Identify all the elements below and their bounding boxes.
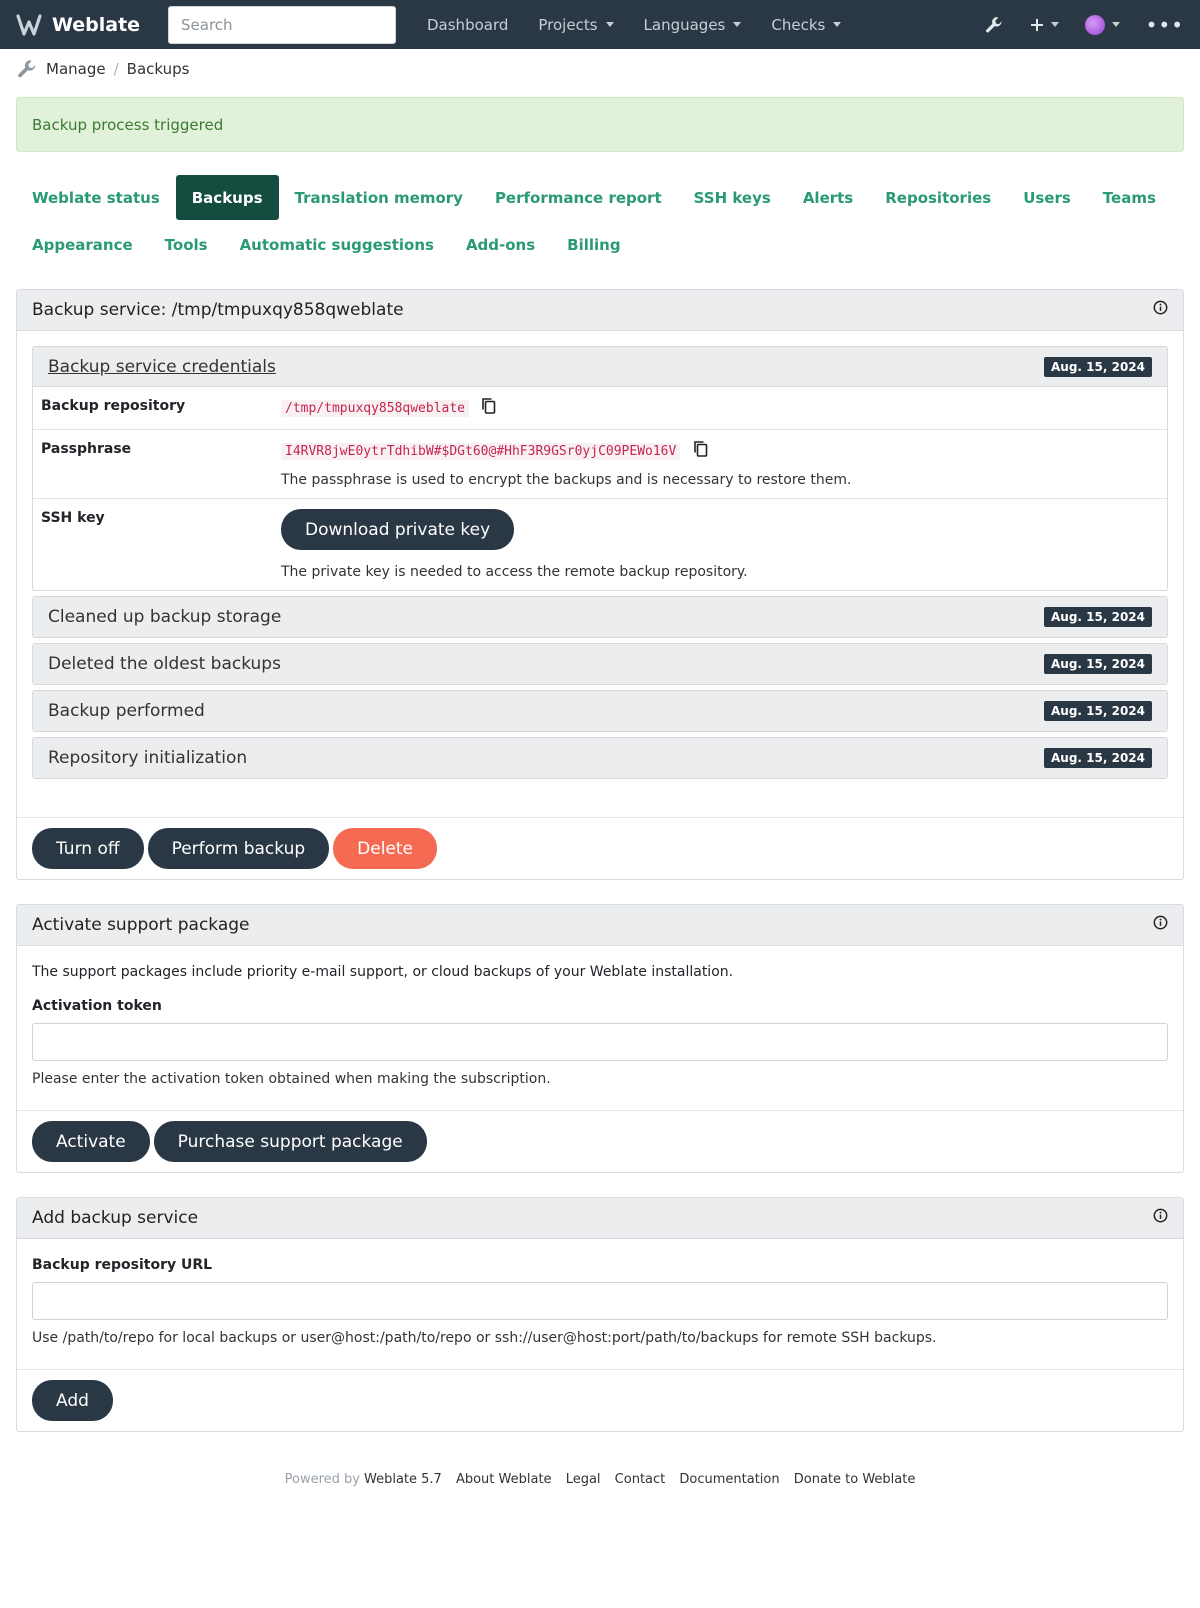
- footer-donate-link[interactable]: Donate to Weblate: [793, 1472, 916, 1487]
- footer-contact-link[interactable]: Contact: [614, 1472, 666, 1487]
- copy-icon[interactable]: [481, 397, 497, 419]
- log-cleaned-up[interactable]: [32, 596, 1168, 638]
- panel-header: [17, 290, 1183, 331]
- powered-by-text: Powered by: [284, 1472, 360, 1487]
- date-badge: Aug. 15, 2024: [1044, 607, 1152, 627]
- footer-legal-link[interactable]: Legal: [565, 1472, 601, 1487]
- main-nav: [412, 16, 856, 34]
- success-alert: [16, 97, 1184, 152]
- wrench-icon: [984, 15, 1004, 35]
- panel-header: [17, 1198, 1183, 1239]
- turn-off-button[interactable]: Turn off: [32, 828, 144, 869]
- info-icon[interactable]: [1153, 915, 1168, 935]
- support-title: Activate support package: [32, 915, 250, 935]
- activation-token-help: Please enter the activation token obtained when making the subscription.: [32, 1071, 551, 1087]
- nav-right: [984, 12, 1184, 37]
- footer-documentation-link[interactable]: Documentation: [679, 1472, 780, 1487]
- tab-translation-memory[interactable]: Translation memory: [294, 188, 463, 207]
- log-title: Deleted the oldest backups: [48, 654, 281, 674]
- passphrase-label: Passphrase: [41, 441, 132, 457]
- tab-repositories[interactable]: Repositories: [885, 188, 992, 207]
- nav-checks[interactable]: [756, 16, 856, 34]
- passphrase-row: [33, 430, 1167, 499]
- nav-projects[interactable]: [523, 16, 628, 34]
- repository-url-help: Use /path/to/repo for local backups or user@host:/path/to/repo or ssh://user@host:port/path/to/backups for remote SSH backups.: [32, 1330, 937, 1346]
- download-private-key-button[interactable]: Download private key: [281, 509, 514, 550]
- more-menu-button[interactable]: [1145, 12, 1184, 37]
- add-backup-service-panel: [16, 1197, 1184, 1432]
- activation-token-label: Activation token: [32, 998, 162, 1014]
- info-icon[interactable]: [1153, 300, 1168, 320]
- breadcrumb-current: Backups: [126, 60, 190, 78]
- manage-button[interactable]: [984, 15, 1004, 35]
- breadcrumb-manage[interactable]: Manage: [46, 60, 106, 78]
- footer-version-link[interactable]: Weblate 5.7: [363, 1472, 442, 1487]
- log-title: Repository initialization: [48, 748, 248, 768]
- add-backup-actions: [17, 1369, 1183, 1431]
- brand-name: Weblate: [52, 13, 141, 36]
- footer-about-link[interactable]: About Weblate: [455, 1472, 552, 1487]
- tab-automatic-suggestions[interactable]: Automatic suggestions: [239, 235, 434, 254]
- passphrase-help: The passphrase is used to encrypt the backups and is necessary to restore them.: [281, 472, 852, 488]
- log-title: Backup performed: [48, 701, 205, 721]
- search-input[interactable]: [168, 6, 396, 44]
- caret-down-icon: [833, 22, 841, 27]
- support-description: The support packages include priority e-mail support, or cloud backups of your Weblate installation.: [32, 964, 734, 980]
- log-backup-performed[interactable]: [32, 690, 1168, 732]
- panel-header: [17, 905, 1183, 946]
- tab-performance-report[interactable]: Performance report: [494, 188, 662, 207]
- tab-ssh-keys[interactable]: SSH keys: [693, 188, 771, 207]
- nav-dashboard-label: Dashboard: [427, 15, 509, 34]
- add-menu-button[interactable]: [1030, 18, 1059, 32]
- support-actions: [17, 1110, 1183, 1172]
- copy-icon[interactable]: [693, 440, 709, 462]
- backup-service-panel: [16, 289, 1184, 880]
- delete-button[interactable]: Delete: [333, 828, 437, 869]
- credentials-box: [32, 346, 1168, 591]
- footer: [0, 1472, 1200, 1487]
- log-repository-init[interactable]: [32, 737, 1168, 779]
- info-icon[interactable]: [1153, 1208, 1168, 1228]
- more-dots-icon: •••: [1145, 12, 1184, 37]
- manage-tabs: [0, 175, 1200, 267]
- user-menu-button[interactable]: [1085, 15, 1120, 35]
- top-navbar: [0, 0, 1200, 49]
- tab-billing[interactable]: Billing: [567, 235, 621, 254]
- weblate-logo-icon: [16, 14, 42, 36]
- nav-dashboard[interactable]: [412, 16, 523, 34]
- credentials-title[interactable]: Backup service credentials: [48, 356, 276, 377]
- credentials-header: [33, 347, 1167, 387]
- breadcrumb-separator: /: [113, 60, 119, 78]
- tab-alerts[interactable]: Alerts: [802, 188, 854, 207]
- tab-users[interactable]: Users: [1023, 188, 1071, 207]
- purchase-support-button[interactable]: Purchase support package: [154, 1121, 427, 1162]
- nav-projects-label: Projects: [538, 15, 598, 34]
- tab-appearance[interactable]: Appearance: [32, 235, 133, 254]
- tab-backups[interactable]: Backups: [176, 175, 279, 220]
- ssh-key-row: [33, 499, 1167, 590]
- caret-down-icon: [733, 22, 741, 27]
- ssh-key-help: The private key is needed to access the remote backup repository.: [281, 564, 748, 580]
- log-deleted-oldest[interactable]: [32, 643, 1168, 685]
- caret-down-icon: [606, 22, 614, 27]
- add-backup-title: Add backup service: [32, 1208, 199, 1228]
- ssh-key-label: SSH key: [41, 510, 105, 526]
- tab-teams[interactable]: Teams: [1102, 188, 1156, 207]
- date-badge: Aug. 15, 2024: [1044, 654, 1152, 674]
- repository-url-input[interactable]: [32, 1282, 1168, 1320]
- date-badge: Aug. 15, 2024: [1044, 357, 1152, 377]
- support-package-panel: [16, 904, 1184, 1173]
- breadcrumb: [0, 49, 1200, 89]
- activate-button[interactable]: Activate: [32, 1121, 150, 1162]
- nav-checks-label: Checks: [771, 15, 826, 34]
- passphrase-value: I4RVR8jwE0ytrTdhibW#$DGt60@#HhF3R9GSr0yjC09PEWo16V: [281, 443, 680, 460]
- backup-actions: [17, 817, 1183, 879]
- tab-add-ons[interactable]: Add-ons: [465, 235, 536, 254]
- repository-url-label: Backup repository URL: [32, 1257, 213, 1273]
- repository-label: Backup repository: [41, 398, 186, 414]
- alert-text: Backup process triggered: [32, 115, 224, 134]
- tab-tools[interactable]: Tools: [164, 235, 208, 254]
- perform-backup-button[interactable]: Perform backup: [148, 828, 330, 869]
- activation-token-input[interactable]: [32, 1023, 1168, 1061]
- wrench-icon: [16, 58, 38, 80]
- repository-row: [33, 387, 1167, 430]
- add-button[interactable]: Add: [32, 1380, 113, 1421]
- log-title: Cleaned up backup storage: [48, 607, 282, 627]
- date-badge: Aug. 15, 2024: [1044, 748, 1152, 768]
- backup-service-title: Backup service: /tmp/tmpuxqy858qweblate: [32, 300, 404, 320]
- caret-down-icon: [1051, 22, 1059, 27]
- plus-icon: [1030, 18, 1044, 32]
- repository-value: /tmp/tmpuxqy858qweblate: [281, 400, 469, 417]
- avatar: [1085, 15, 1105, 35]
- brand[interactable]: [16, 14, 152, 36]
- nav-languages[interactable]: [629, 16, 757, 34]
- tab-weblate-status[interactable]: Weblate status: [32, 188, 160, 207]
- caret-down-icon: [1112, 22, 1120, 27]
- date-badge: Aug. 15, 2024: [1044, 701, 1152, 721]
- nav-languages-label: Languages: [643, 15, 726, 34]
